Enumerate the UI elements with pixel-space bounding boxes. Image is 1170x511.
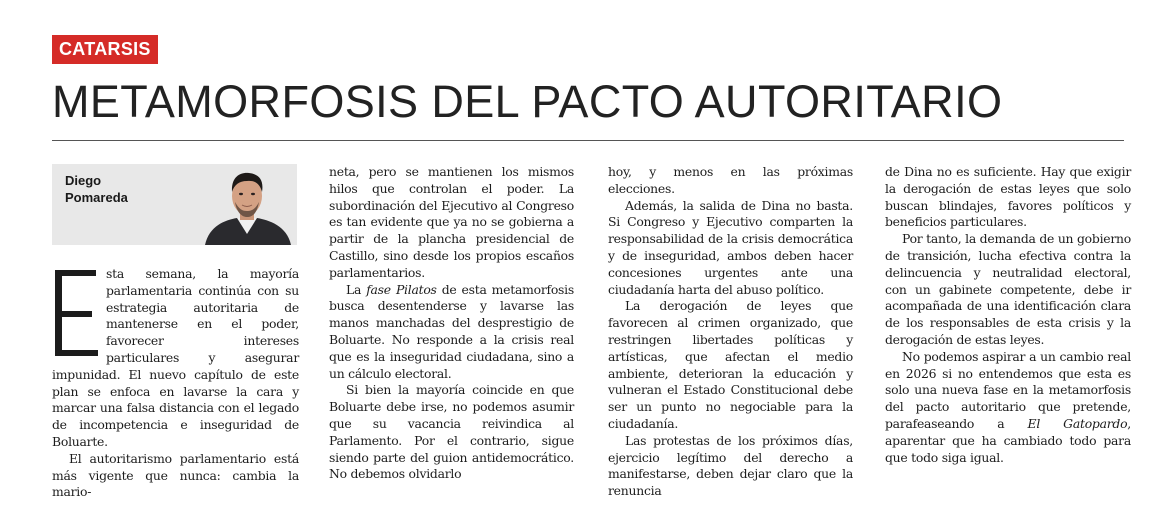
section-label: CATARSIS	[52, 35, 158, 64]
drop-cap-e-icon	[52, 268, 100, 358]
paragraph: de Dina no es suficiente. Hay que exigir la derogación de estas leyes que solo buscan blindajes, favores políticos y beneficios particulares.	[885, 164, 1131, 230]
author-first-name: Diego	[65, 173, 102, 188]
paragraph: Por tanto, la demanda de un gobierno de transición, lucha efectiva contra la delincuencia y neutralidad electoral, con un gabinete competente, debe ir acompañada de una identificación clara de los responsables de esta crisis y la derogación de estas leyes.	[885, 231, 1131, 347]
paragraph: Las protestas de los próximos días, ejercicio legítimo del derecho a manifestarse, deben dejar claro que la renuncia	[608, 432, 853, 499]
headline-divider	[52, 140, 1124, 141]
article-column-2	[329, 164, 574, 483]
author-portrait	[197, 164, 297, 245]
author-box	[52, 164, 297, 245]
paragraph	[885, 349, 1131, 467]
article-column-3	[608, 164, 853, 500]
text-run: No podemos aspirar a un cambio real en 2026 si no entendemos que esta es solo una nueva fase en la metamorfosis del pacto autoritario que pretende, parafeaseando a	[885, 348, 1131, 431]
emphasis: El Gatopardo	[1027, 415, 1128, 431]
author-name	[65, 172, 185, 206]
author-last-name: Pomareda	[65, 190, 128, 205]
text-run: La	[346, 281, 367, 297]
paragraph: Si bien la mayoría coincide en que Boluarte debe irse, no podemos asumir que su vacancia reivindica al Parlamento. Por el contrario, sigue siendo parte del guion antidemocrático. No debemos olvidarlo	[329, 382, 574, 482]
paragraph: sta semana, la mayoría parlamentaria continúa con su estrategia autoritaria de mantenerse en el poder, favorecer intereses particulares y asegurar impunidad. El nuevo capítulo de este plan se enfoca en lavarse la cara y marcar una falsa distancia con el legado de incompetencia e inseguridad de Boluarte.	[52, 266, 299, 449]
headline: METAMORFOSIS DEL PACTO AUTORITARIO	[52, 76, 1003, 127]
drop-cap	[52, 268, 100, 358]
paragraph	[329, 282, 574, 383]
paragraph: neta, pero se mantienen los mismos hilos que controlan el poder. La subordinación del Ejecutivo al Congreso es tan evidente que ya no se gobierna a partir de la plancha presidencial de Castillo, sino desde los propios escaños parlamentarios.	[329, 164, 574, 280]
paragraph: hoy, y menos en las próximas elecciones.	[608, 164, 853, 196]
paragraph: Además, la salida de Dina no basta. Si Congreso y Ejecutivo comparten la responsabilidad de la crisis democrática y de inseguridad, ambos deben hacer concesiones urgentes ante una ciudadanía harta del abuso político.	[608, 197, 853, 297]
emphasis: fase Pilatos	[366, 281, 437, 297]
text-run: de esta metamorfosis busca desentenderse y lavarse las manos manchadas del desprestigio de Boluarte. No responde a la crisis real que es la inseguridad ciudadana, sino a un cálculo electoral.	[329, 281, 574, 381]
article-column-4	[885, 164, 1131, 466]
paragraph: El autoritarismo parlamentario está más vigente que nunca: cambia la mario-	[52, 450, 299, 500]
article-column-1	[52, 266, 299, 501]
paragraph: La derogación de leyes que favorecen al crimen organizado, que restringen libertades políticas y artísticas, que afectan el medio ambiente, deterioran la educación y vulneran el Estado Constitucional debe ser un punto no negociable para la ciudadanía.	[608, 298, 853, 431]
text-run: , aparentar que ha cambiado todo para que todo siga igual.	[885, 415, 1131, 465]
